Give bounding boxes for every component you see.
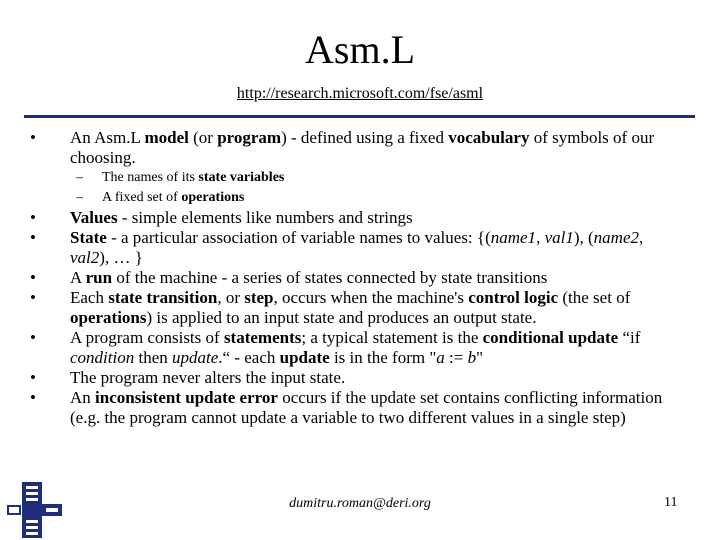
page-number: 11	[664, 495, 678, 510]
bullet-marker: •	[30, 268, 36, 287]
text-run: ; a typical statement is the	[301, 328, 483, 347]
bullet-marker: •	[30, 288, 36, 307]
bullet-marker: •	[30, 128, 36, 147]
bullet-item	[0, 288, 720, 328]
text-run: ,	[639, 228, 644, 247]
footer-email: dumitru.roman@deri.org	[289, 496, 431, 511]
text-run: val1	[544, 228, 574, 247]
bullet-marker: •	[30, 228, 36, 247]
text-run: ) - defined using a fixed	[281, 128, 449, 147]
text-run: An Asm.L	[70, 128, 145, 147]
url-link[interactable]: http://research.microsoft.com/fse/asml	[236, 85, 484, 102]
text-run: - simple elements like numbers and strings	[117, 208, 413, 227]
text-run: - a particular association of variable names to values: {(	[106, 228, 491, 247]
bullet-marker: •	[30, 388, 36, 407]
text-run: state variables	[198, 170, 285, 185]
text-run: operations	[70, 308, 147, 327]
text-run: :=	[444, 348, 468, 367]
text-run: a	[436, 348, 445, 367]
text-run: val2	[70, 248, 100, 267]
text-run: Values	[70, 208, 118, 227]
text-run: ), … }	[99, 248, 143, 267]
text-run: statements	[223, 328, 302, 347]
text-run: ,	[536, 228, 545, 247]
bullet-item	[0, 328, 720, 368]
text-run: of symbols of our choosing.	[70, 128, 655, 167]
bullet-item	[0, 128, 720, 168]
text-run: occurs if the update set contains conflicting information (e.g. the program cannot update a variable to two different values in a single step)	[70, 388, 663, 427]
text-run: operations	[181, 190, 245, 205]
text-run: "	[476, 348, 484, 367]
text-run: of the machine - a series of states connected by state transitions	[112, 268, 548, 287]
sub-bullet-marker: –	[76, 170, 83, 185]
sub-bullet-item	[0, 168, 720, 188]
text-run: An	[70, 388, 96, 407]
bullet-item	[0, 208, 720, 228]
bullet-marker: •	[30, 208, 36, 227]
logo-icon	[6, 482, 62, 538]
bullet-item	[0, 368, 720, 388]
text-run: ) is applied to an input state and produces an output state.	[146, 308, 537, 327]
sub-bullet-item	[0, 188, 720, 208]
text-run: Each	[70, 288, 109, 307]
text-run: A	[70, 268, 86, 287]
text-run: program	[217, 128, 282, 147]
text-run: A program consists of	[70, 328, 224, 347]
text-run: name2	[593, 228, 639, 247]
text-run: (or	[188, 128, 218, 147]
text-run: condition	[70, 348, 135, 367]
title-divider	[24, 115, 695, 118]
text-run: , or	[217, 288, 245, 307]
text-run: (the set of	[558, 288, 631, 307]
bullet-list	[0, 128, 720, 428]
sub-bullet-marker: –	[76, 190, 83, 205]
text-run: name1	[490, 228, 537, 247]
text-run: inconsistent update error	[95, 388, 278, 407]
text-run: vocabulary	[448, 128, 530, 147]
text-run: model	[144, 128, 189, 147]
text-run: ), (	[573, 228, 594, 247]
text-run: conditional update	[482, 328, 619, 347]
text-run: state transition	[108, 288, 218, 307]
text-run: then	[134, 348, 172, 367]
text-run: The program never alters the input state.	[70, 368, 346, 387]
bullet-item	[0, 228, 720, 268]
text-run: b	[467, 348, 477, 367]
text-run: “if	[618, 328, 641, 347]
bullet-marker: •	[30, 328, 36, 347]
text-run: .“ - each	[218, 348, 280, 367]
bullet-marker: •	[30, 368, 36, 387]
text-run: control logic	[468, 288, 559, 307]
text-run: update	[172, 348, 219, 367]
bullet-item	[0, 268, 720, 288]
text-run: update	[279, 348, 330, 367]
text-run: State	[70, 228, 107, 247]
text-run: is in the form "	[329, 348, 437, 367]
slide-title: Asm.L	[305, 27, 415, 72]
text-run: , occurs when the machine's	[273, 288, 469, 307]
bullet-item	[0, 388, 720, 428]
text-run: step	[244, 288, 274, 307]
text-run: The names of its	[102, 170, 199, 185]
text-run: run	[85, 268, 113, 287]
text-run: A fixed set of	[102, 190, 182, 205]
